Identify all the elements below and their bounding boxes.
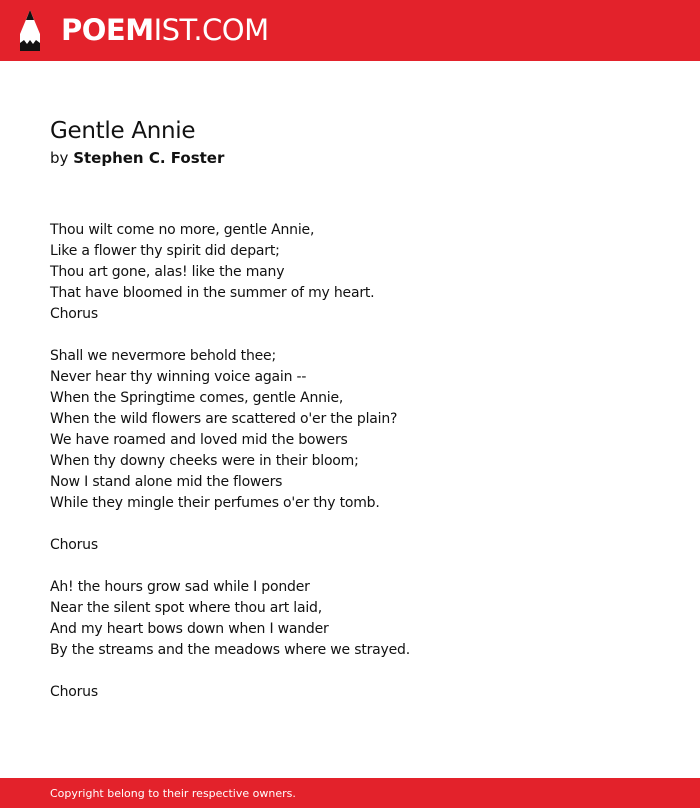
author-link[interactable]: Stephen C. Foster xyxy=(73,149,225,167)
site-footer xyxy=(0,778,700,808)
poem-line: Thou art gone, alas! like the many xyxy=(50,264,285,280)
poem-line: When the Springtime comes, gentle Annie, xyxy=(50,390,344,406)
logo-text-bold: POEM xyxy=(61,13,154,47)
poem-stanza xyxy=(50,535,670,556)
site-logo-text xyxy=(61,13,269,47)
poem-line: While they mingle their perfumes o'er thy tomb. xyxy=(50,495,380,511)
poem-title: Gentle Annie xyxy=(50,118,196,144)
poem-line: When thy downy cheeks were in their bloom; xyxy=(50,453,359,469)
poem-stanza xyxy=(50,220,670,325)
poem-line: We have roamed and loved mid the bowers xyxy=(50,432,348,448)
poem-byline xyxy=(50,146,670,170)
poem-stanza xyxy=(50,346,670,514)
poem-line: Chorus xyxy=(50,306,98,322)
poem-line: Near the silent spot where thou art laid, xyxy=(50,600,322,616)
poem-line: Now I stand alone mid the flowers xyxy=(50,474,283,490)
poem-body xyxy=(50,220,670,703)
poem-line: Like a flower thy spirit did depart; xyxy=(50,243,280,259)
footer-copyright: Copyright belong to their respective owners. xyxy=(50,786,296,800)
poem-line: By the streams and the meadows where we strayed. xyxy=(50,642,410,658)
pencil-tip-icon xyxy=(18,10,42,51)
poem-line: Chorus xyxy=(50,537,98,553)
site-logo-link[interactable] xyxy=(18,0,269,61)
poem-line: And my heart bows down when I wander xyxy=(50,621,329,637)
poem-line: That have bloomed in the summer of my heart. xyxy=(50,285,375,301)
poem-line: Shall we nevermore behold thee; xyxy=(50,348,276,364)
poem-line: Ah! the hours grow sad while I ponder xyxy=(50,579,310,595)
logo-text-light: IST.COM xyxy=(153,13,269,47)
poem-line: Chorus xyxy=(50,684,98,700)
poem-stanza xyxy=(50,682,670,703)
poem-line: When the wild flowers are scattered o'er the plain? xyxy=(50,411,398,427)
poem-line: Thou wilt come no more, gentle Annie, xyxy=(50,222,315,238)
byline-prefix: by xyxy=(50,149,69,167)
site-header xyxy=(0,0,700,61)
poem-line: Never hear thy winning voice again -- xyxy=(50,369,307,385)
poem-stanza xyxy=(50,577,670,661)
poem-content xyxy=(50,116,670,724)
